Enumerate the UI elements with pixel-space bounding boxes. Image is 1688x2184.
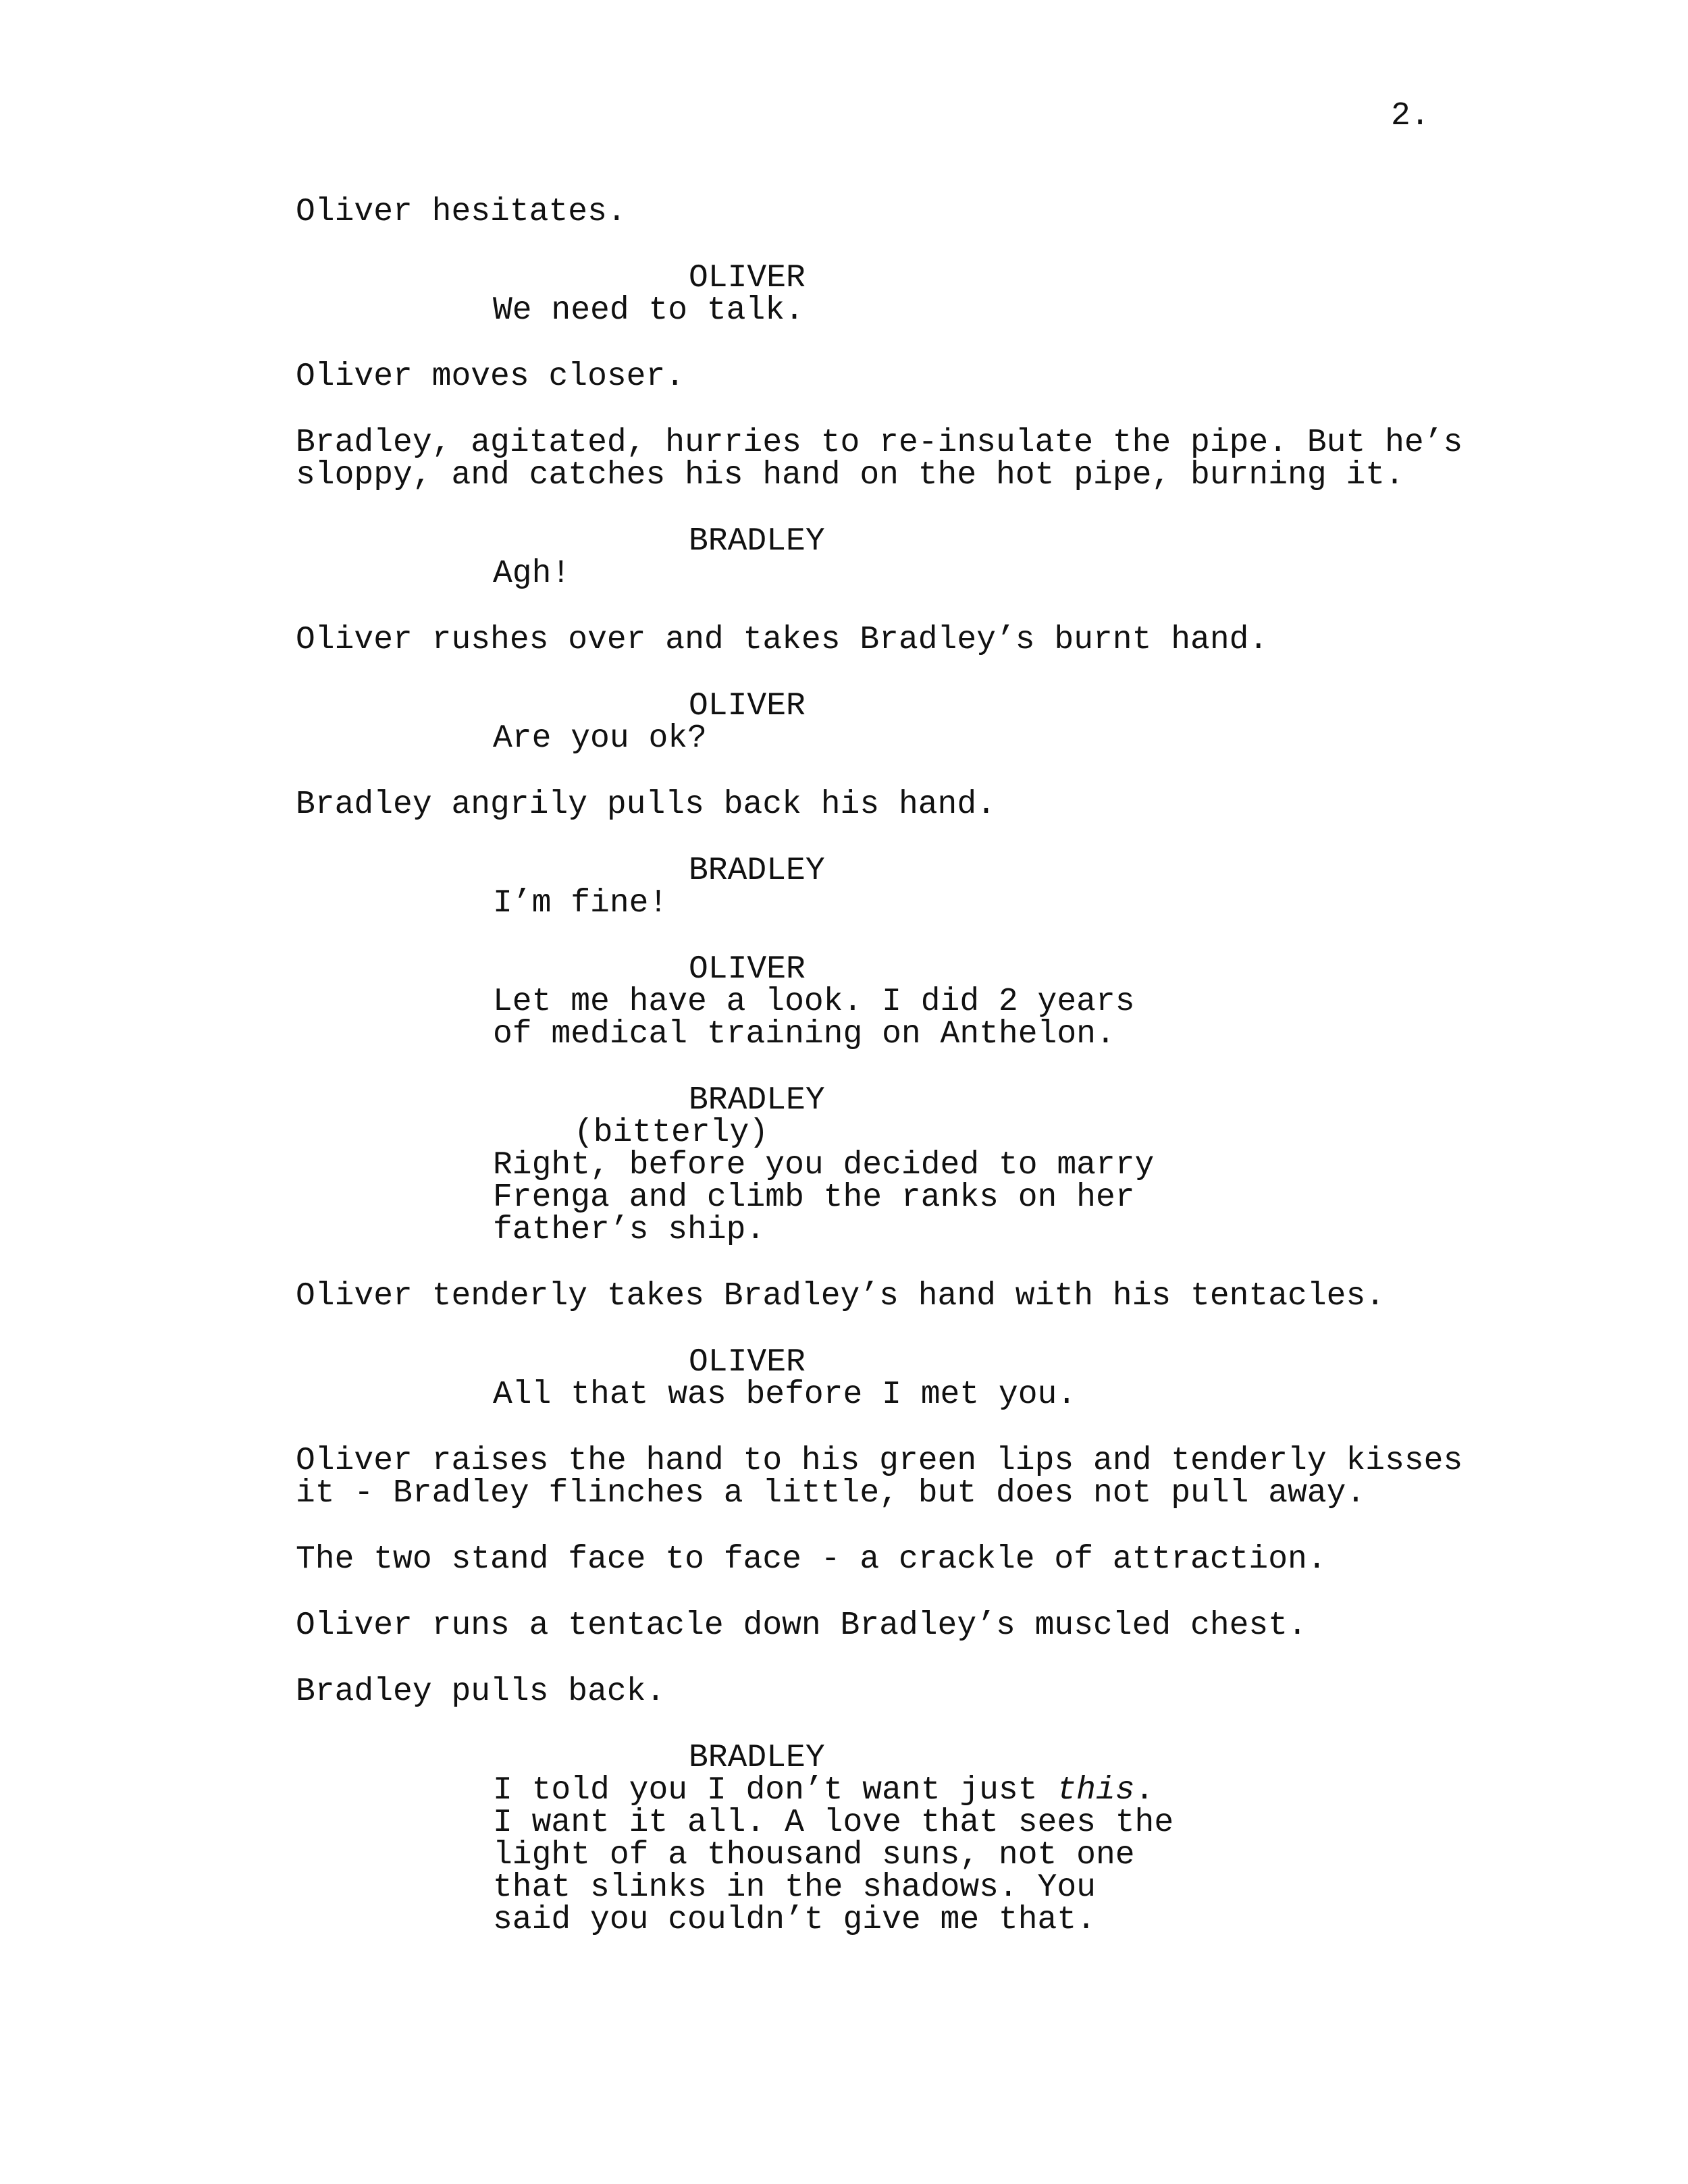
dialogue-text: I told you I don’t want just	[493, 1772, 1057, 1809]
dialogue-line: of medical training on Anthelon.	[493, 1016, 1115, 1053]
character-name: OLIVER	[689, 1344, 806, 1381]
character-name: BRADLEY	[689, 853, 825, 889]
action-line: it - Bradley flinches a little, but does not pull away.	[296, 1475, 1366, 1512]
action-line: Oliver raises the hand to his green lips and tenderly kisses	[296, 1443, 1463, 1479]
action-line: Bradley, agitated, hurries to re-insulate the pipe. But he’s	[296, 425, 1463, 461]
action-line: Bradley angrily pulls back his hand.	[296, 787, 996, 823]
dialogue-line: father’s ship.	[493, 1212, 766, 1248]
action-line: Oliver rushes over and takes Bradley’s burnt hand.	[296, 622, 1269, 658]
character-name: BRADLEY	[689, 523, 825, 560]
dialogue-line: light of a thousand suns, not one	[493, 1837, 1135, 1873]
character-name: BRADLEY	[689, 1740, 825, 1776]
character-name: BRADLEY	[689, 1082, 825, 1119]
dialogue-line: All that was before I met you.	[493, 1377, 1077, 1413]
page-number: 2.	[1391, 98, 1430, 134]
action-line: Oliver moves closer.	[296, 358, 685, 395]
dialogue-line: We need to talk.	[493, 292, 804, 329]
dialogue-line	[493, 1774, 1154, 1807]
dialogue-line: I’m fine!	[493, 885, 668, 922]
dialogue-line: said you couldn’t give me that.	[493, 1902, 1096, 1938]
action-line: Oliver runs a tentacle down Bradley’s muscled chest.	[296, 1607, 1307, 1644]
character-name: OLIVER	[689, 260, 806, 296]
action-line: sloppy, and catches his hand on the hot pipe, burning it.	[296, 457, 1404, 494]
action-line: Oliver tenderly takes Bradley’s hand with his tentacles.	[296, 1278, 1386, 1314]
parenthetical: (bitterly)	[574, 1115, 769, 1151]
dialogue-line: Are you ok?	[493, 720, 707, 757]
dialogue-line: Let me have a look. I did 2 years	[493, 984, 1135, 1020]
dialogue-line: I want it all. A love that sees the	[493, 1805, 1174, 1841]
dialogue-line: that slinks in the shadows. You	[493, 1869, 1096, 1906]
dialogue-line: Agh!	[493, 556, 571, 592]
emphasized-word: this	[1057, 1772, 1135, 1809]
character-name: OLIVER	[689, 688, 806, 724]
action-line: Bradley pulls back.	[296, 1674, 666, 1710]
dialogue-line: Frenga and climb the ranks on her	[493, 1179, 1135, 1216]
action-line: The two stand face to face - a crackle of attraction.	[296, 1541, 1327, 1578]
dialogue-text: .	[1134, 1772, 1155, 1809]
character-name: OLIVER	[689, 951, 806, 988]
dialogue-line: Right, before you decided to marry	[493, 1147, 1155, 1183]
action-line: Oliver hesitates.	[296, 194, 627, 230]
